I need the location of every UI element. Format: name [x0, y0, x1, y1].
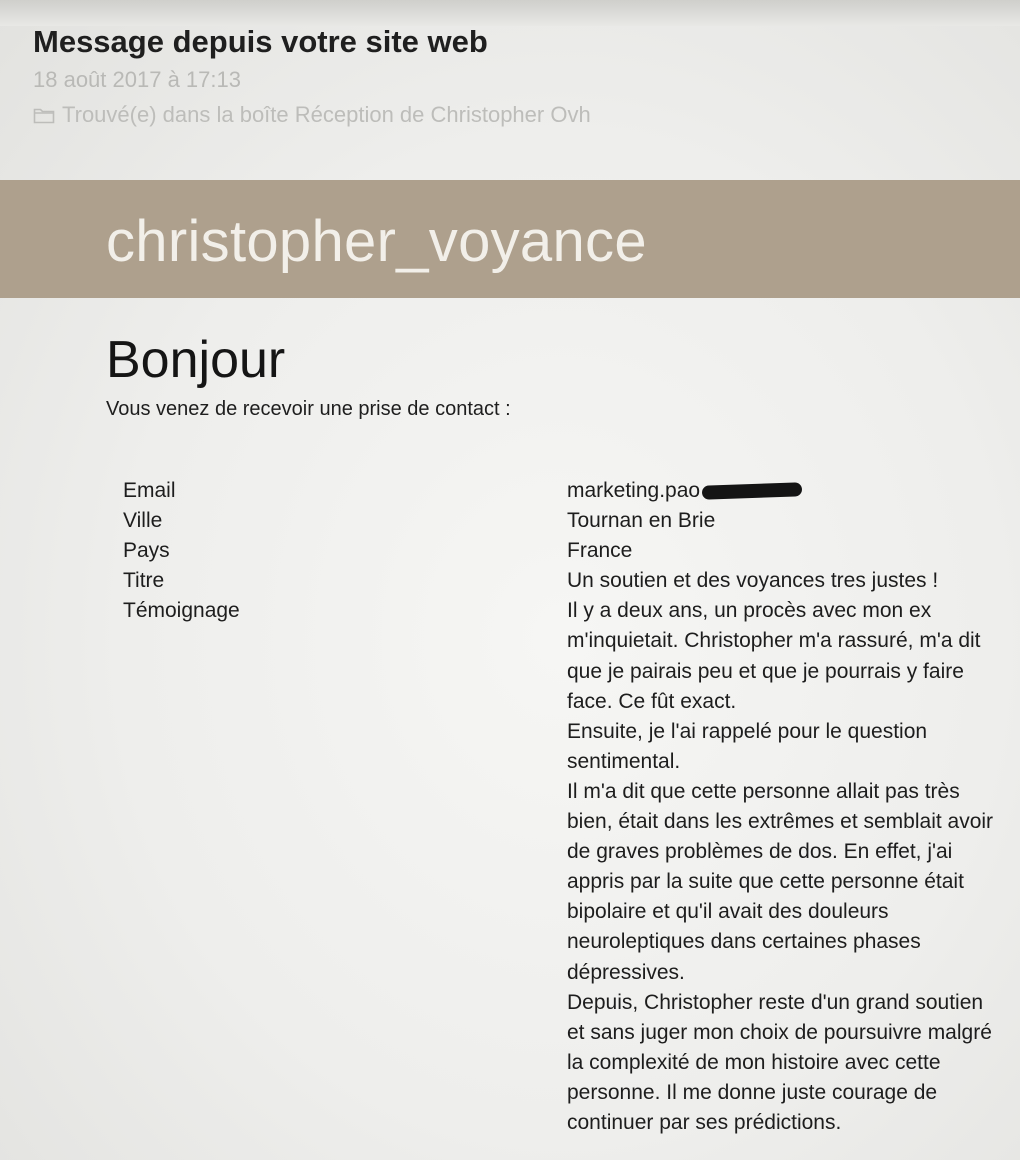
mail-subject: Message depuis votre site web	[33, 24, 488, 59]
mail-date: 18 août 2017 à 17:13	[33, 67, 241, 92]
greeting-heading: Bonjour	[106, 331, 286, 389]
field-value-pays: France	[567, 539, 633, 563]
contact-fields	[123, 476, 1003, 1138]
testimony-paragraph: Il m'a dit que cette personne allait pas très bien, était dans les extrêmes et semblait avoir de graves problèmes de dos. En effet, j'ai appris par la suite que cette personne était bipolaire et qu'il avait des douleurs neuroleptiques dans certaines phases dépressives.	[567, 779, 994, 984]
mailbox-location-text: Trouvé(e) dans la boîte Réception de Christopher Ovh	[62, 102, 591, 127]
testimony-paragraph: Il y a deux ans, un procès avec mon ex m'inquietait. Christopher m'a rassuré, m'a dit que je pairais peu et que je pourrais y faire face. Ce fût exact.	[567, 599, 981, 713]
field-row-email	[123, 476, 1003, 506]
field-value-temoignage	[567, 596, 997, 1138]
field-label-titre: Titre	[123, 569, 165, 593]
field-value-email-wrap	[567, 476, 997, 506]
folder-icon	[33, 105, 55, 125]
mail-header	[0, 0, 1020, 180]
testimony-paragraph: Ensuite, je l'ai rappelé pour le question sentimental.	[567, 719, 928, 773]
field-value-titre: Un soutien et des voyances tres justes !	[567, 569, 939, 593]
mailbox-location-link[interactable]	[33, 102, 591, 128]
field-row-ville	[123, 506, 1003, 536]
field-label-ville: Ville	[123, 509, 163, 533]
field-value-email[interactable]: marketing.pao	[567, 479, 701, 502]
testimony-paragraph: Depuis, Christopher reste d'un grand soutien et sans juger mon choix de poursuivre malgré la complexité de mon histoire avec cette personne. Il me donne juste courage de continuer par ses prédictions.	[567, 990, 992, 1134]
field-label-email: Email	[123, 479, 176, 502]
field-row-titre	[123, 566, 1003, 596]
field-row-pays	[123, 536, 1003, 566]
field-label-temoignage: Témoignage	[123, 599, 240, 623]
field-row-temoignage	[123, 596, 1003, 1138]
brand-title: christopher_voyance	[106, 209, 647, 274]
intro-text: Vous venez de recevoir une prise de contact :	[106, 398, 511, 420]
field-value-ville: Tournan en Brie	[567, 509, 716, 533]
redaction-mark	[702, 483, 802, 500]
field-label-pays: Pays	[123, 539, 170, 563]
